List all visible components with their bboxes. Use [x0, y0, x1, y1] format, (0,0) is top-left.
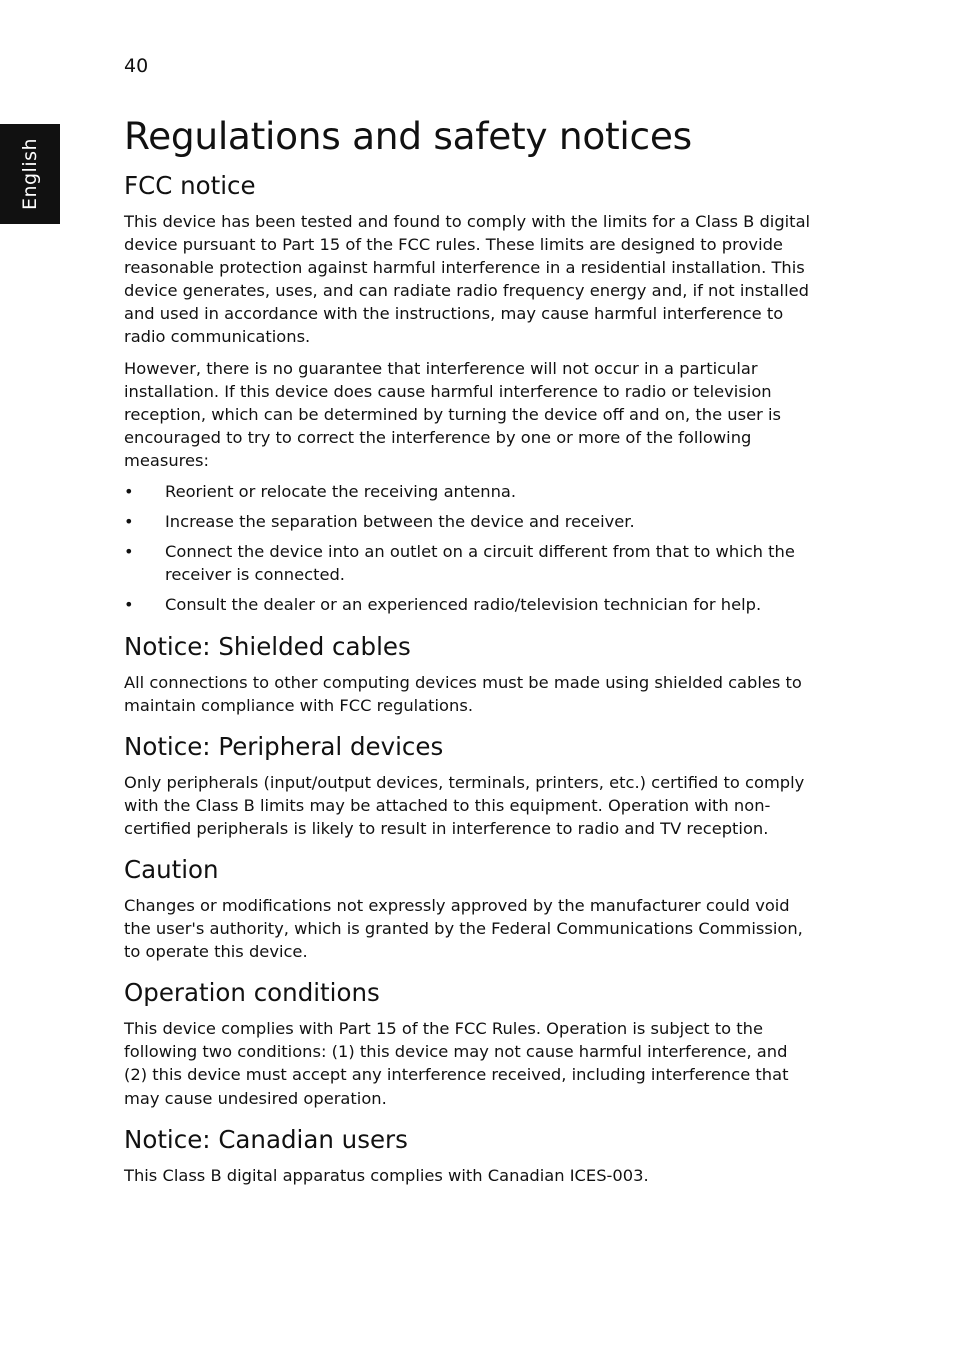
section-heading: Operation conditions — [124, 978, 380, 1008]
measures-list — [124, 480, 814, 616]
section-shielded-cables — [124, 631, 814, 717]
paragraph: This device complies with Part 15 of the FCC Rules. Operation is subject to the following two conditions: (1) this device may not cause harmful interference, and (2) this device must accept any interference received, including interference that may cause undesired operation. — [124, 1019, 789, 1108]
paragraph: Only peripherals (input/output devices, terminals, printers, etc.) certified to comply with the Class B limits may be attached to this equipment. Operation with non-certified peripherals is likely to result in interference to radio and TV reception. — [124, 772, 805, 838]
section-canadian-users — [124, 1124, 814, 1187]
section-operation-conditions — [124, 977, 814, 1109]
section-heading: Notice: Canadian users — [124, 1124, 408, 1154]
section-heading: Notice: Peripheral devices — [124, 731, 444, 761]
list-item: • Increase the separation between the device and receiver. — [124, 510, 814, 533]
page-title: Regulations and safety notices — [124, 114, 692, 158]
paragraph: However, there is no guarantee that interference will not occur in a particular installation. If this device does cause harmful interference to radio or television reception, which can be determined by turning the device off and on, the user is encouraged to try to correct the interference by one or more of the following measures: — [124, 358, 781, 470]
page-number: 40 — [124, 55, 149, 77]
list-item: • Reorient or relocate the receiving antenna. — [124, 480, 814, 503]
section-peripheral-devices — [124, 731, 814, 840]
paragraph: All connections to other computing devices must be made using shielded cables to maintain compliance with FCC regulations. — [124, 672, 802, 715]
section-heading: Notice: Shielded cables — [124, 631, 411, 661]
language-tab — [0, 124, 60, 224]
page-content — [124, 110, 814, 1195]
paragraph: Changes or modifications not expressly approved by the manufacturer could void the user's authority, which is granted by the Federal Communications Commission, to operate this device. — [124, 895, 803, 962]
section-heading: FCC notice — [124, 171, 256, 200]
section-heading: Caution — [124, 854, 219, 884]
paragraph: This Class B digital apparatus complies with Canadian ICES-003. — [124, 1165, 649, 1185]
list-item: • Consult the dealer or an experienced radio/television technician for help. — [124, 593, 814, 616]
paragraph: This device has been tested and found to comply with the limits for a Class B digital device pursuant to Part 15 of the FCC rules. These limits are designed to provide reasonable protection against harmful interference in a residential installation. This device generates, uses, and can radiate radio frequency energy and, if not installed and used in accordance with the instructions, may cause harmful interference to radio communications. — [124, 212, 811, 347]
list-item: • Connect the device into an outlet on a circuit different from that to which the receiver is connected. — [124, 540, 814, 586]
section-caution — [124, 854, 814, 963]
section-fcc-notice — [124, 170, 814, 617]
language-tab-label: English — [19, 137, 41, 211]
